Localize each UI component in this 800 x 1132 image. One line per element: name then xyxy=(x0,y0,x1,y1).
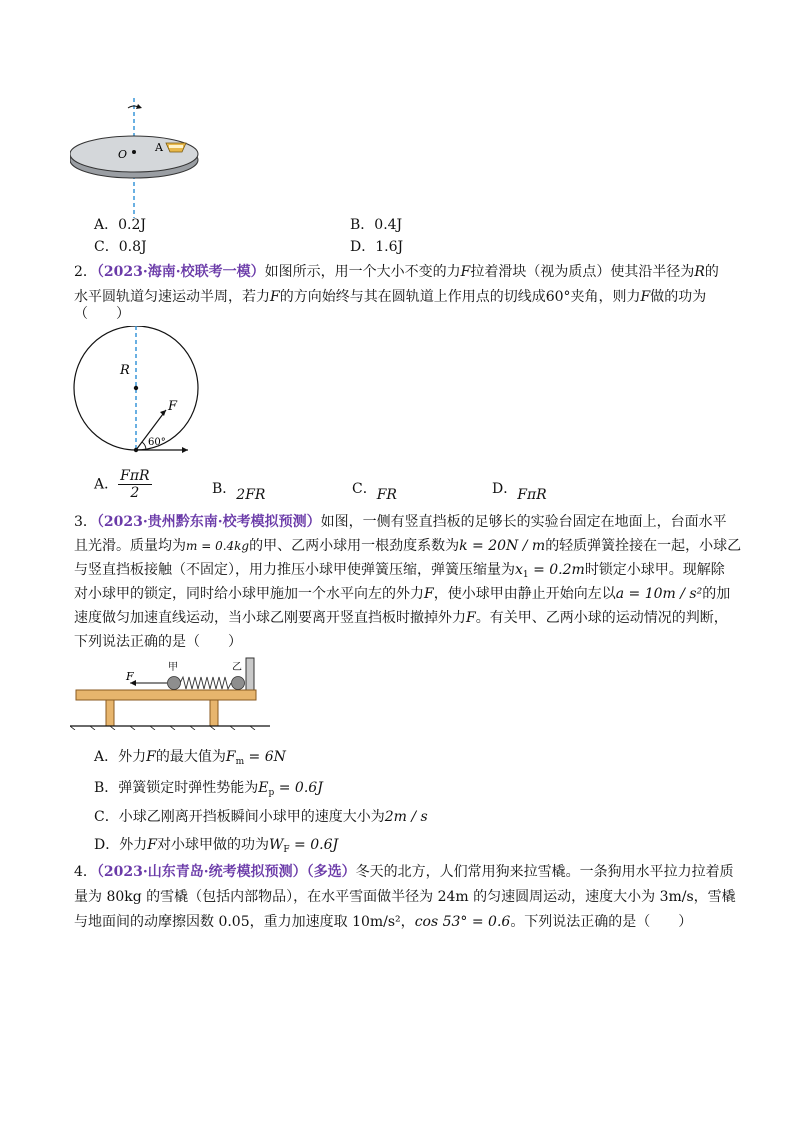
q3-stem-line2: 且光滑。质量均为m = 0.4kg的甲、乙两小球用一根劲度系数为k = 20N / m的轻质弹簧拴接在一起，小球乙 xyxy=(74,538,742,554)
q1-option-a[interactable]: A．0.2J xyxy=(94,217,146,233)
q1-option-b[interactable]: B．0.4J xyxy=(350,217,403,233)
q4-source: （2023·山东青岛·统考模拟预测）（多选） xyxy=(96,864,356,880)
q4-stem-line3: 与地面间的动摩擦因数 0.05，重力加速度取 10m/s²，cos 53° = 0.6。下列说法正确的是（ ） xyxy=(74,914,693,930)
q2-answer-bracket: （ ） xyxy=(74,306,130,322)
q2-circle-figure xyxy=(70,326,210,460)
q2-option-b[interactable]: B．2FR xyxy=(212,481,266,503)
q3-ball2-label: 乙 xyxy=(232,662,242,673)
q2-option-a-fraction: $\frac{\text{FπR}}{2}$ xyxy=(120,468,150,501)
q2-option-c[interactable]: C．FR xyxy=(352,481,397,503)
q2-angle-label: 60° xyxy=(148,437,166,448)
q2-stem-line1: 2．（2023·海南·校联考一模）如图所示，用一个大小不变的力F拉着滑块（视为质点）使其沿半径为R的 xyxy=(74,264,719,280)
q1-option-c[interactable]: C．0.8J xyxy=(94,239,147,255)
q3-table-figure xyxy=(70,654,270,730)
q4-number: 4． xyxy=(74,864,97,880)
q3-ball1-label: 甲 xyxy=(168,662,178,673)
q3-option-a[interactable]: A．外力F的最大值为$F_m = 6N$ xyxy=(94,749,286,767)
q3-option-d[interactable]: D．外力F对小球甲做的功为$W_F = 0.6J$ xyxy=(94,837,339,855)
q1-center-label: O xyxy=(118,148,128,161)
q3-number: 3． xyxy=(74,514,97,530)
q2-source: （2023·海南·校联考一模） xyxy=(96,264,265,280)
q1-option-d[interactable]: D．1.6J xyxy=(350,239,404,255)
q3-stem-line5: 速度做匀加速直线运动，当小球乙刚要离开竖直挡板时撤掉外力F。有关甲、乙两小球的运动情况的判断， xyxy=(74,610,728,626)
q2-stem-line2: 水平圆轨道匀速运动半周，若力F的方向始终与其在圆轨道上作用点的切线成60°夹角，则力F做的功为 xyxy=(74,289,707,305)
q3-stem-line3: 与竖直挡板接触（不固定），用力推压小球甲使弹簧压缩，弹簧压缩量为$x_1 = 0.2m$时锁定小球甲。现解除 xyxy=(74,562,725,580)
q2-option-a[interactable]: A． $\frac{\text{FπR}}{2}$ xyxy=(94,468,150,501)
q2-number: 2． xyxy=(74,264,97,280)
q3-stem-line6: 下列说法正确的是（ ） xyxy=(74,634,242,650)
q3-force-label: F xyxy=(126,670,134,683)
q3-option-b[interactable]: B．弹簧锁定时弹性势能为$E_p = 0.6J$ xyxy=(94,780,323,798)
q3-option-c[interactable]: C．小球乙刚离开挡板瞬间小球甲的速度大小为2m / s xyxy=(94,809,428,825)
q4-stem-line2: 量为 80kg 的雪橇（包括内部物品），在水平雪面做半径为 24m 的匀速圆周运动，速度大小为 3m/s，雪橇 xyxy=(74,889,736,905)
q3-source: （2023·贵州黔东南·校考模拟预测） xyxy=(96,514,321,530)
q2-radius-label: R xyxy=(120,363,130,378)
q1-disc-figure xyxy=(70,94,210,220)
q2-option-d[interactable]: D．FπR xyxy=(492,481,547,503)
q3-stem-line4: 对小球甲的锁定，同时给小球甲施加一个水平向左的外力F，使小球甲由静止开始向左以a = 10m / s²的加 xyxy=(74,586,731,602)
q4-stem-line1: 4．（2023·山东青岛·统考模拟预测）（多选）冬天的北方，人们常用狗来拉雪橇。一条狗用水平拉力拉着质 xyxy=(74,864,734,880)
q3-stem-line1: 3．（2023·贵州黔东南·校考模拟预测）如图，一侧有竖直挡板的足够长的实验台固定在地面上，台面水平 xyxy=(74,514,727,530)
q1-block-label: A xyxy=(155,141,163,154)
q2-force-label: F xyxy=(168,399,178,414)
